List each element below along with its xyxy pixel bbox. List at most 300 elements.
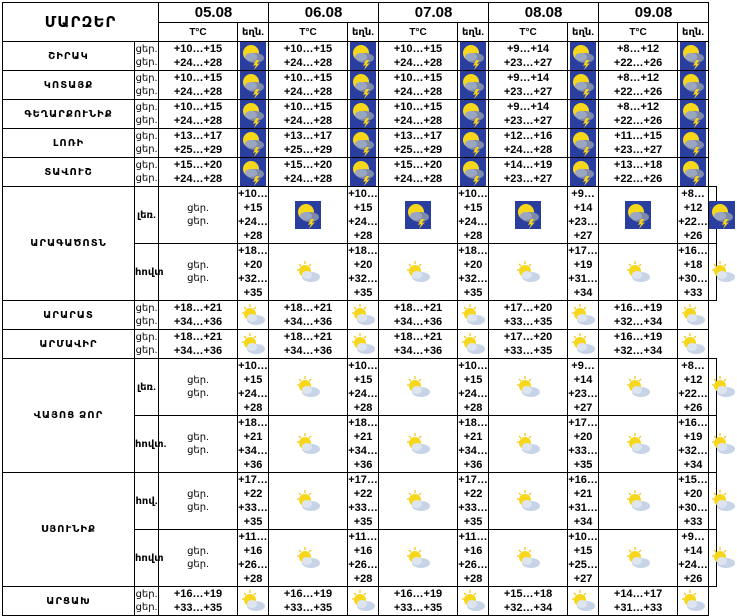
day-label: ցեր.: [135, 57, 158, 68]
sun-cloud-icon: [709, 489, 737, 513]
sun-cloud-icon: [624, 489, 652, 513]
sun-cloud-icon: [239, 303, 267, 327]
temp-col-header: T°C: [489, 23, 568, 42]
weather-col-header: եղն.: [568, 23, 599, 42]
night-temp: +13…+17: [393, 130, 443, 142]
day-temp: +33…+35: [173, 602, 223, 614]
day-temp: +24…+28: [348, 216, 378, 242]
day-temp: +26…+28: [348, 559, 378, 585]
weather-icon-cell: [458, 129, 489, 158]
night-temp: +18…+21: [393, 302, 443, 314]
temperature-cell: [489, 587, 568, 616]
day-temp: +23…+27: [503, 115, 553, 127]
weather-icon-cell: [489, 359, 568, 416]
night-temp: +15…+20: [678, 474, 708, 500]
temperature-cell: [348, 473, 379, 530]
day-temp: +33…+35: [503, 345, 553, 357]
night-temp: +17…+22: [348, 474, 378, 500]
sun-cloud-icon: [404, 432, 432, 456]
weather-icon-cell: [269, 530, 348, 587]
night-temp: +8…+12: [616, 43, 660, 55]
temperature-cell: [568, 530, 599, 587]
temperature-cell: [489, 301, 568, 330]
temperature-cell: [458, 359, 489, 416]
day-temp: +23…+27: [568, 216, 598, 242]
weather-icon-cell: [269, 416, 348, 473]
night-temp: +18…+20: [238, 245, 268, 271]
sun-cloud-icon: [239, 589, 267, 613]
sun-cloud-icon: [404, 546, 432, 570]
day-temp: +24…+28: [238, 216, 268, 242]
weather-icon-cell: [678, 42, 709, 71]
night-label: ցեր.: [187, 203, 209, 214]
night-temp: +18…+21: [458, 417, 488, 443]
night-temp: +18…+21: [173, 302, 223, 314]
day-temp: +25…+27: [568, 559, 598, 585]
thunderstorm-sun-icon: [240, 71, 266, 99]
night-temp: +12…+16: [503, 130, 553, 142]
day-temp: +32…+35: [348, 273, 378, 299]
thunderstorm-sun-icon: [240, 100, 266, 128]
day-temp: +24…+28: [173, 57, 223, 69]
sun-cloud-icon: [679, 589, 707, 613]
day-night-label: [135, 301, 159, 330]
day-label: ցեր.: [187, 559, 209, 570]
day-label: ցեր.: [187, 216, 209, 227]
weather-icon-cell: [348, 587, 379, 616]
day-night-label: [135, 129, 159, 158]
temperature-cell: [269, 129, 348, 158]
sun-cloud-icon: [404, 260, 432, 284]
temperature-cell: [159, 100, 238, 129]
day-temp: +25…+29: [173, 144, 223, 156]
sun-cloud-icon: [709, 260, 737, 284]
night-temp: +18…+21: [283, 331, 333, 343]
weather-icon-cell: [458, 587, 489, 616]
night-temp: +18…+21: [238, 417, 268, 443]
weather-icon-cell: [678, 100, 709, 129]
night-temp: +17…+20: [568, 417, 598, 443]
temperature-cell: [458, 416, 489, 473]
temp-col-header: T°C: [269, 23, 348, 42]
day-label: ցեր.: [187, 445, 209, 456]
day-temp: +32…+35: [238, 273, 268, 299]
temperature-cell: [458, 473, 489, 530]
sun-cloud-icon: [709, 375, 737, 399]
day-temp: +24…+28: [458, 216, 488, 242]
temperature-cell: [348, 187, 379, 244]
night-temp: +17…+22: [238, 474, 268, 500]
weather-icon-cell: [238, 71, 269, 100]
night-label: ցեր.: [135, 332, 158, 343]
night-temp: +9…+14: [506, 43, 550, 55]
region-row: [3, 42, 717, 71]
weather-icon-cell: [458, 42, 489, 71]
temperature-cell: [238, 187, 269, 244]
sun-cloud-icon: [294, 546, 322, 570]
thunderstorm-sun-icon: [460, 42, 486, 70]
weather-icon-cell: [238, 42, 269, 71]
day-temp: +24…+28: [238, 388, 268, 414]
temperature-cell: [678, 359, 709, 416]
temp-col-header: T°C: [599, 23, 678, 42]
temperature-cell: [599, 587, 678, 616]
thunderstorm-sun-icon: [570, 129, 596, 157]
night-temp: +16…+21: [568, 474, 598, 500]
temperature-cell: [489, 71, 568, 100]
night-temp: +16…+19: [283, 588, 333, 600]
weather-icon-cell: [599, 359, 678, 416]
temperature-cell: [678, 530, 709, 587]
day-temp: +23…+27: [568, 388, 598, 414]
thunderstorm-sun-icon: [680, 71, 706, 99]
night-temp: +16…+19: [393, 588, 443, 600]
temperature-cell: [489, 158, 568, 187]
day-temp: +24…+28: [393, 173, 443, 185]
thunderstorm-sun-icon: [350, 71, 376, 99]
sub-zone-label: հով.: [135, 473, 159, 530]
region-name: ՍՅՈՒՆԻՔ: [3, 473, 135, 587]
day-temp: +22…+26: [613, 115, 663, 127]
region-name: ԳԵՂԱՐՔՈՒՆԻՔ: [3, 100, 135, 129]
temperature-cell: [379, 158, 458, 187]
day-temp: +26…+28: [458, 559, 488, 585]
thunderstorm-sun-icon: [350, 158, 376, 186]
sun-cloud-icon: [294, 260, 322, 284]
night-temp: +10…+15: [393, 72, 443, 84]
date-header: 05.08: [159, 3, 269, 23]
day-temp: +22…+26: [678, 388, 708, 414]
sun-cloud-icon: [514, 489, 542, 513]
sun-cloud-icon: [709, 432, 737, 456]
temperature-cell: [379, 587, 458, 616]
weather-icon-cell: [269, 244, 348, 301]
sun-cloud-icon: [514, 260, 542, 284]
temperature-cell: [599, 71, 678, 100]
temperature-cell: [678, 187, 709, 244]
night-temp: +10…+15: [393, 43, 443, 55]
temperature-cell: [489, 42, 568, 71]
day-night-label: [135, 587, 159, 616]
day-temp: +34…+36: [173, 316, 223, 328]
sun-cloud-icon: [294, 432, 322, 456]
night-label: ցեր.: [135, 44, 158, 55]
day-label: ցեր.: [135, 144, 158, 155]
night-temp: +11…+16: [348, 531, 378, 557]
region-row: [3, 158, 717, 187]
weather-icon-cell: [269, 473, 348, 530]
night-temp: +16…+19: [173, 588, 223, 600]
weather-icon-cell: [238, 301, 269, 330]
night-temp: +15…+18: [503, 588, 553, 600]
region-name: ՏԱՎՈՒՇ: [3, 158, 135, 187]
weather-icon-cell: [568, 129, 599, 158]
night-temp: +10…+15: [283, 43, 333, 55]
sun-cloud-icon: [459, 332, 487, 356]
day-temp: +30…+33: [678, 273, 708, 299]
region-row: [3, 330, 717, 359]
thunderstorm-sun-icon: [460, 100, 486, 128]
night-temp: +11…+16: [458, 531, 488, 557]
region-name: ՎԱՅՈՑ ՁՈՐ: [3, 359, 135, 473]
sun-cloud-icon: [349, 303, 377, 327]
weather-icon-cell: [238, 129, 269, 158]
sub-zone-label: լեռ.: [135, 359, 159, 416]
day-label: ցեր.: [135, 316, 158, 327]
temperature-cell: [269, 587, 348, 616]
day-temp: +24…+28: [393, 86, 443, 98]
thunderstorm-sun-icon: [460, 129, 486, 157]
weather-icon-cell: [379, 359, 458, 416]
temperature-cell: [269, 301, 348, 330]
weather-icon-cell: [709, 244, 717, 301]
weather-icon-cell: [348, 158, 379, 187]
thunderstorm-sun-icon: [350, 42, 376, 70]
temp-col-header: T°C: [159, 23, 238, 42]
day-temp: +34…+36: [458, 445, 488, 471]
temperature-cell: [599, 330, 678, 359]
day-temp: +24…+28: [283, 115, 333, 127]
region-row: [3, 301, 717, 330]
day-temp: +33…+35: [458, 502, 488, 528]
weather-icon-cell: [458, 158, 489, 187]
weather-icon-cell: [348, 100, 379, 129]
temperature-cell: [599, 42, 678, 71]
temperature-cell: [159, 129, 238, 158]
thunderstorm-sun-icon: [680, 42, 706, 70]
weather-icon-cell: [678, 71, 709, 100]
day-temp: +31…+33: [613, 602, 663, 614]
night-label: ցեր.: [187, 546, 209, 557]
temperature-cell: [159, 42, 238, 71]
weather-icon-cell: [238, 587, 269, 616]
night-label: ցեր.: [135, 102, 158, 113]
night-label: ցեր.: [187, 489, 209, 500]
temperature-cell: [379, 330, 458, 359]
region-name: ԼՈՌԻ: [3, 129, 135, 158]
sun-cloud-icon: [679, 332, 707, 356]
day-temp: +22…+26: [678, 216, 708, 242]
weather-icon-cell: [678, 587, 709, 616]
day-temp: +26…+28: [238, 559, 268, 585]
night-temp: +8…+12: [616, 72, 660, 84]
weather-icon-cell: [599, 187, 678, 244]
night-label: ցեր.: [187, 375, 209, 386]
region-name: ԱՐԱԳԱԾՈՏՆ: [3, 187, 135, 301]
day-temp: +25…+29: [283, 144, 333, 156]
region-row: [3, 71, 717, 100]
night-temp: +10…+15: [348, 188, 378, 214]
sun-cloud-icon: [569, 303, 597, 327]
temperature-cell: [379, 100, 458, 129]
weather-icon-cell: [489, 187, 568, 244]
temperature-cell: [159, 330, 238, 359]
night-temp: +18…+20: [458, 245, 488, 271]
night-temp: +18…+21: [173, 331, 223, 343]
temperature-cell: [599, 158, 678, 187]
weather-col-header: եղն.: [678, 23, 709, 42]
temperature-cell: [159, 71, 238, 100]
night-temp: +9…+14: [506, 101, 550, 113]
sun-cloud-icon: [624, 432, 652, 456]
sub-zone-label: հովտ: [135, 530, 159, 587]
day-temp: +31…+34: [568, 273, 598, 299]
weather-icon-cell: [709, 530, 717, 587]
day-temp: +23…+27: [503, 173, 553, 185]
temperature-cell: [348, 244, 379, 301]
night-temp: +10…+15: [238, 188, 268, 214]
weather-icon-cell: [489, 473, 568, 530]
region-name: ԱՐԱՐԱՏ: [3, 301, 135, 330]
temperature-cell: [678, 473, 709, 530]
weather-icon-cell: [348, 42, 379, 71]
night-temp: +13…+17: [283, 130, 333, 142]
region-name: ԱՐՑԱԽ: [3, 587, 135, 616]
weather-icon-cell: [458, 330, 489, 359]
night-label: ցեր.: [135, 160, 158, 171]
day-temp: +34…+36: [173, 345, 223, 357]
region-row: [3, 100, 717, 129]
sun-cloud-icon: [294, 489, 322, 513]
day-temp: +22…+26: [613, 57, 663, 69]
weather-icon-cell: [238, 100, 269, 129]
weather-icon-cell: [568, 100, 599, 129]
temperature-cell: [238, 359, 269, 416]
weather-col-header: եղն.: [238, 23, 269, 42]
day-temp: +25…+29: [393, 144, 443, 156]
night-temp: +16…+19: [678, 417, 708, 443]
night-temp: +8…+12: [681, 360, 705, 386]
day-label: ցեր.: [135, 345, 158, 356]
temperature-cell: [458, 187, 489, 244]
thunderstorm-sun-icon: [350, 100, 376, 128]
temperature-cell: [568, 244, 599, 301]
temperature-cell: [568, 187, 599, 244]
weather-icon-cell: [348, 71, 379, 100]
temperature-cell: [269, 158, 348, 187]
temperature-cell: [568, 359, 599, 416]
night-label: ցեր.: [135, 131, 158, 142]
day-night-label: [159, 187, 238, 244]
night-temp: +17…+19: [568, 245, 598, 271]
weather-icon-cell: [379, 530, 458, 587]
night-temp: +15…+20: [393, 159, 443, 171]
night-label: ցեր.: [187, 260, 209, 271]
weather-icon-cell: [678, 158, 709, 187]
region-name: ՇԻՐԱԿ: [3, 42, 135, 71]
weather-icon-cell: [458, 100, 489, 129]
night-temp: +9…+14: [571, 360, 595, 386]
thunderstorm-sun-icon: [460, 71, 486, 99]
weather-icon-cell: [379, 244, 458, 301]
temperature-cell: [599, 301, 678, 330]
weather-col-header: եղն.: [348, 23, 379, 42]
weather-icon-cell: [599, 416, 678, 473]
night-temp: +15…+20: [283, 159, 333, 171]
night-temp: +15…+20: [173, 159, 223, 171]
night-temp: +16…+19: [613, 302, 663, 314]
night-temp: +10…+15: [173, 43, 223, 55]
day-night-label: [159, 244, 238, 301]
night-label: ցեր.: [187, 432, 209, 443]
sun-cloud-icon: [349, 589, 377, 613]
night-label: ցեր.: [135, 73, 158, 84]
day-temp: +33…+35: [283, 602, 333, 614]
sun-cloud-icon: [569, 589, 597, 613]
weather-icon-cell: [489, 416, 568, 473]
temperature-cell: [489, 330, 568, 359]
temperature-cell: [269, 71, 348, 100]
day-temp: +24…+28: [393, 115, 443, 127]
day-temp: +33…+35: [503, 316, 553, 328]
weather-icon-cell: [489, 244, 568, 301]
region-row: [3, 587, 717, 616]
night-temp: +10…+15: [458, 188, 488, 214]
sub-zone-label: հովտ: [135, 244, 159, 301]
day-temp: +33…+35: [238, 502, 268, 528]
thunderstorm-sun-icon: [709, 201, 735, 229]
sun-cloud-icon: [624, 546, 652, 570]
night-temp: +9…+14: [506, 72, 550, 84]
night-temp: +16…+19: [613, 331, 663, 343]
weather-icon-cell: [599, 244, 678, 301]
thunderstorm-sun-icon: [680, 158, 706, 186]
day-temp: +32…+34: [503, 602, 553, 614]
weather-icon-cell: [599, 473, 678, 530]
night-temp: +18…+21: [283, 302, 333, 314]
weather-icon-cell: [568, 587, 599, 616]
thunderstorm-sun-icon: [570, 42, 596, 70]
temperature-cell: [489, 100, 568, 129]
thunderstorm-sun-icon: [570, 100, 596, 128]
weather-icon-cell: [568, 301, 599, 330]
day-temp: +24…+28: [348, 388, 378, 414]
temperature-cell: [348, 359, 379, 416]
weather-icon-cell: [678, 330, 709, 359]
sun-cloud-icon: [569, 332, 597, 356]
temperature-cell: [568, 416, 599, 473]
day-temp: +33…+35: [348, 502, 378, 528]
night-temp: +10…+15: [283, 101, 333, 113]
sun-cloud-icon: [514, 546, 542, 570]
day-night-label: [135, 330, 159, 359]
day-temp: +31…+34: [568, 502, 598, 528]
temperature-cell: [238, 244, 269, 301]
day-temp: +34…+36: [238, 445, 268, 471]
date-header: 09.08: [599, 3, 709, 23]
day-temp: +34…+36: [348, 445, 378, 471]
sun-cloud-icon: [239, 332, 267, 356]
night-temp: +10…+15: [348, 360, 378, 386]
night-temp: +14…+19: [503, 159, 553, 171]
sun-cloud-icon: [624, 375, 652, 399]
weather-icon-cell: [269, 359, 348, 416]
weather-icon-cell: [678, 129, 709, 158]
weather-icon-cell: [599, 530, 678, 587]
temperature-cell: [678, 416, 709, 473]
night-temp: +17…+20: [503, 331, 553, 343]
day-temp: +23…+27: [503, 57, 553, 69]
day-temp: +34…+36: [283, 345, 333, 357]
temperature-cell: [379, 129, 458, 158]
day-temp: +22…+26: [613, 173, 663, 185]
day-temp: +33…+35: [568, 445, 598, 471]
weather-icon-cell: [568, 71, 599, 100]
night-temp: +10…+15: [568, 531, 598, 557]
temperature-cell: [348, 530, 379, 587]
temperature-cell: [458, 530, 489, 587]
thunderstorm-sun-icon: [350, 129, 376, 157]
